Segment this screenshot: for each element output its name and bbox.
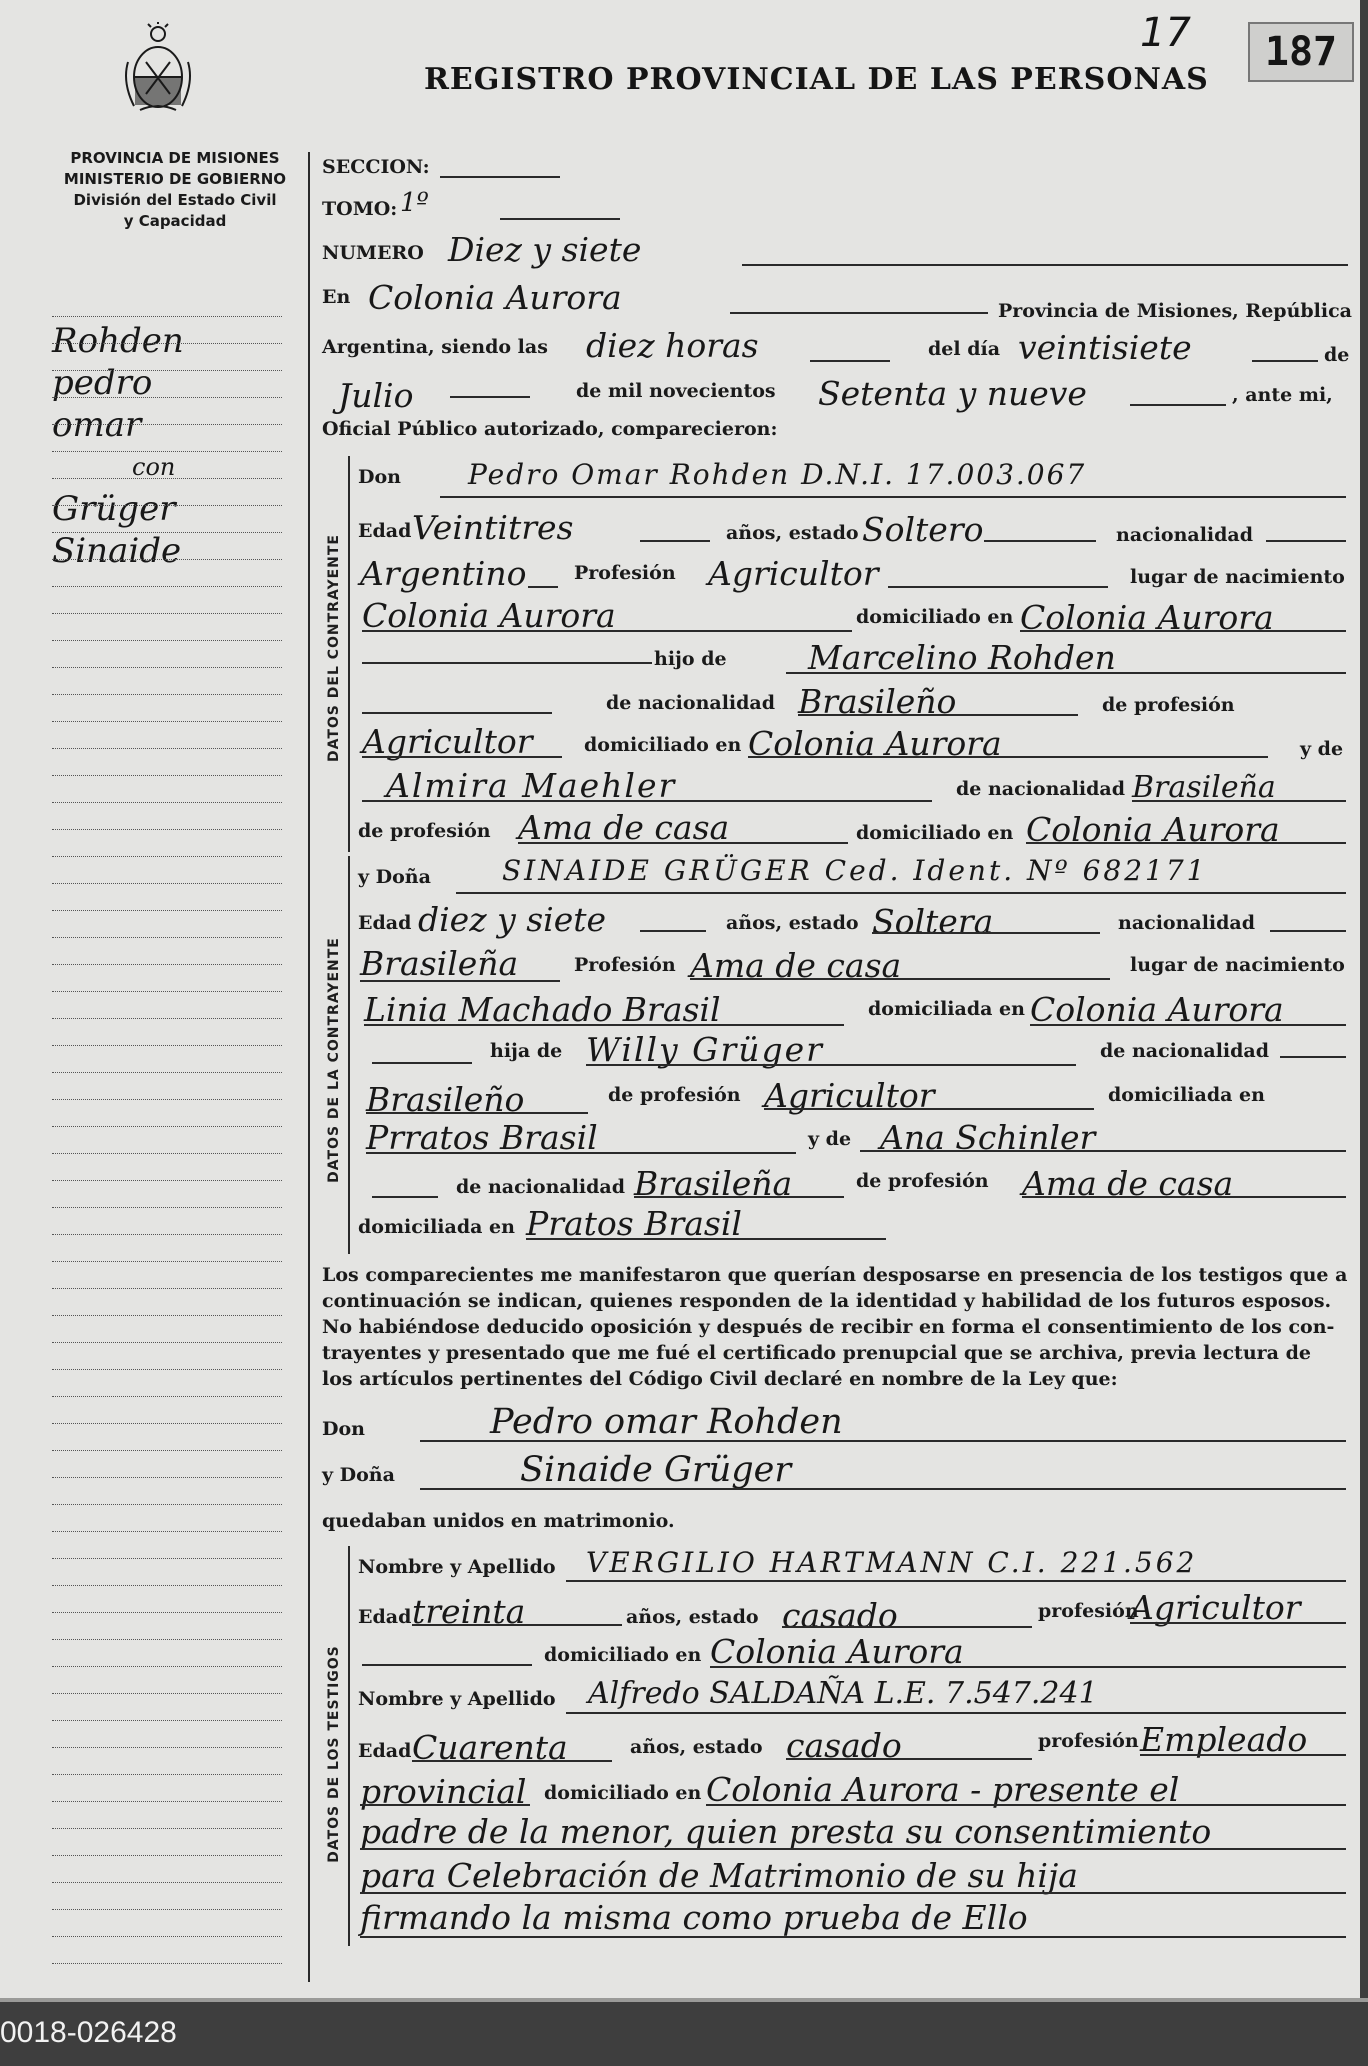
nacionalidad-f-value-line — [360, 980, 560, 982]
padre-f-nac-value: Brasileño — [366, 1080, 525, 1119]
t2-nombre-value: Alfredo SALDAÑA L.E. 7.547.241 — [588, 1676, 1098, 1711]
ministry-line: PROVINCIA DE MISIONES — [70, 149, 280, 167]
lugar-f-label: lugar de nacimiento — [1130, 954, 1345, 976]
margin-rule — [52, 1234, 282, 1235]
tomo-value: 1º — [400, 188, 429, 218]
edad-value: Veintitres — [412, 508, 574, 547]
en-value: Colonia Aurora — [368, 278, 622, 317]
nacionalidad-f-line — [1270, 930, 1346, 932]
profesion-f-line — [690, 978, 1110, 980]
nacionalidad-f-label: nacionalidad — [1118, 912, 1256, 934]
margin-rule — [52, 1396, 282, 1397]
margin-rule — [52, 1072, 282, 1073]
t1-nombre-value: VERGILIO HARTMANN C.I. 221.562 — [586, 1546, 1198, 1579]
padre-prof-value: Agricultor — [362, 722, 533, 761]
madre-prof-label: de profesión — [358, 820, 491, 842]
ministry-line: MINISTERIO DE GOBIERNO — [63, 170, 287, 188]
t2-prof-label: profesión — [1038, 1730, 1139, 1752]
margin-rule — [52, 478, 282, 479]
anios-estado-label: años, estado — [726, 522, 859, 544]
margin-rule — [52, 667, 282, 668]
de-label: de — [1324, 344, 1350, 366]
padre-f-nac-label: de nacionalidad — [1100, 1040, 1270, 1062]
padre-dom-value: Colonia Aurora — [748, 724, 1002, 763]
t1-nombre-label: Nombre y Apellido — [358, 1556, 556, 1578]
lugar-label: lugar de nacimiento — [1130, 566, 1345, 588]
decl-don-label: Don — [322, 1418, 365, 1440]
contrayente-section-label: DATOS DEL CONTRAYENTE — [326, 534, 342, 763]
madre-nac-label: de nacionalidad — [956, 778, 1126, 800]
de-profesion-label: de profesión — [1102, 694, 1235, 716]
domicilio-line — [1020, 630, 1346, 632]
t1-edad-label: Edad — [358, 1606, 412, 1628]
ministry-line: y Capacidad — [123, 212, 227, 230]
padre-nac-line — [798, 714, 1078, 716]
document-title: REGISTRO PROVINCIAL DE LAS PERSONAS — [424, 62, 1209, 97]
padre-value: Marcelino Rohden — [808, 638, 1116, 677]
estado-f-value: Soltera — [872, 902, 994, 941]
padre-f-prof-label: de profesión — [608, 1084, 741, 1106]
profesion-f-value: Ama de casa — [690, 946, 902, 985]
witness-note-rule — [360, 1936, 1346, 1938]
witness-note-line: firmando la misma como prueba de Ello — [360, 1898, 1028, 1937]
margin-rule — [52, 937, 282, 938]
ministry-line: División del Estado Civil — [73, 191, 277, 209]
del-dia-label: del día — [928, 338, 1001, 360]
nacionalidad-value: Argentino — [360, 554, 527, 593]
margin-rule — [52, 613, 282, 614]
t2-edad-line — [412, 1760, 612, 1762]
provincia-text: Provincia de Misiones, República — [998, 300, 1352, 322]
t1-prof-line — [1130, 1622, 1346, 1624]
nacionalidad-f-value: Brasileña — [360, 944, 519, 983]
t1-dom-blank-line — [362, 1664, 532, 1666]
t1-prof-value: Agricultor — [1130, 1588, 1301, 1627]
decl-dona-line — [420, 1488, 1346, 1490]
padre-line — [786, 672, 1346, 674]
margin-rule — [52, 1045, 282, 1046]
margin-rule — [52, 1909, 282, 1910]
margin-rule — [52, 1639, 282, 1640]
margin-rule — [52, 1531, 282, 1532]
t1-anios-label: años, estado — [626, 1606, 759, 1628]
edad-f-label: Edad — [358, 912, 412, 934]
margin-rule — [52, 343, 282, 344]
estado-f-line — [872, 932, 1100, 934]
t1-prof-label: profesión — [1038, 1600, 1139, 1622]
margin-note-line: con — [132, 453, 176, 481]
hija-label: hija de — [490, 1040, 563, 1062]
margin-rule — [52, 1801, 282, 1802]
seccion-line — [440, 176, 560, 178]
t2-nombre-line — [566, 1712, 1346, 1714]
t2-estado-line — [786, 1758, 1032, 1760]
y-de-f-label: y de — [808, 1128, 852, 1150]
padre-prof-line — [362, 756, 562, 758]
contrayente-f-section-label: DATOS DE LA CONTRAYENTE — [326, 937, 342, 1183]
t2-prof-value: Empleado — [1140, 1720, 1308, 1759]
margin-rule — [52, 586, 282, 587]
padre-nac-blank-line — [362, 712, 552, 714]
padre-dom-line — [748, 756, 1268, 758]
madre-f-value: Ana Schinler — [880, 1118, 1096, 1157]
madre-nac-value: Brasileña — [1132, 770, 1276, 805]
lugar-f-line — [364, 1024, 844, 1026]
en-label: En — [322, 286, 351, 308]
madre-f-nac-label: de nacionalidad — [456, 1176, 626, 1198]
margin-rule — [52, 505, 282, 506]
nacionalidad-label: nacionalidad — [1116, 524, 1254, 546]
margin-rule — [52, 1747, 282, 1748]
don-line — [440, 496, 1346, 498]
madre-prof-value: Ama de casa — [518, 808, 730, 847]
margin-rule — [52, 1423, 282, 1424]
t2-prof-cont-value: provincial — [360, 1772, 527, 1811]
margin-rule — [52, 1936, 282, 1937]
image-id-label: 0018-026428 — [0, 2016, 177, 2049]
anios-estado-f-label: años, estado — [726, 912, 859, 934]
madre-line — [362, 800, 932, 802]
margin-rule — [52, 1720, 282, 1721]
contrayente-f-bracket — [348, 856, 350, 1254]
margin-note-line: omar — [52, 405, 142, 445]
margin-rule — [52, 991, 282, 992]
quedaban-text: quedaban unidos en matrimonio. — [322, 1510, 675, 1532]
numero-label: NUMERO — [322, 242, 424, 264]
numero-value: Diez y siete — [448, 230, 642, 269]
madre-f-prof-value: Ama de casa — [1022, 1164, 1234, 1203]
nacionalidad-line — [1266, 540, 1346, 542]
dona-value: SINAIDE GRÜGER Ced. Ident. Nº 682171 — [502, 854, 1208, 887]
anio-value: Setenta y nueve — [818, 374, 1087, 413]
margin-rule — [52, 1828, 282, 1829]
t1-nombre-line — [566, 1580, 1346, 1582]
margin-rule — [52, 1099, 282, 1100]
mes-value: Julio — [338, 376, 414, 415]
hija-blank-line — [372, 1062, 472, 1064]
hijo-blank-line — [362, 662, 652, 664]
estado-line — [984, 540, 1096, 542]
declaration-line: Los comparecientes me manifestaron que querían desposarse en presencia de los testigos que a — [322, 1264, 1348, 1286]
en-line — [730, 312, 988, 314]
tomo-label: TOMO: — [322, 198, 398, 220]
t1-dom-value: Colonia Aurora — [710, 1632, 964, 1671]
margin-rule — [52, 532, 282, 533]
testigos-bracket — [348, 1546, 350, 1946]
t1-estado-value: casado — [782, 1596, 898, 1635]
decl-dona-label: y Doña — [322, 1464, 395, 1486]
profesion-line — [888, 586, 1108, 588]
seccion-label: SECCION: — [322, 156, 430, 178]
mil-label: de mil novecientos — [576, 380, 776, 402]
margin-note-line: pedro — [52, 363, 153, 403]
margin-note-line: Grüger — [52, 489, 176, 529]
lugar-f-value: Linia Machado Brasil — [364, 990, 721, 1029]
estado-value: Soltero — [862, 510, 984, 549]
ante-label: , ante mi, — [1232, 384, 1333, 406]
margin-rule — [52, 1288, 282, 1289]
y-de-label: y de — [1300, 738, 1344, 760]
edad-label: Edad — [358, 520, 412, 542]
hijo-label: hijo de — [654, 648, 727, 670]
decl-dona-value: Sinaide Grüger — [520, 1450, 792, 1490]
margin-rule — [52, 964, 282, 965]
declaration-paragraph — [322, 1262, 1346, 1392]
lugar-value: Colonia Aurora — [362, 596, 616, 635]
declaration-line: los artículos pertinentes del Código Civil declaré en nombre de la Ley que: — [322, 1368, 1118, 1390]
margin-rule — [52, 397, 282, 398]
edad-line — [640, 540, 710, 542]
margin-rule — [52, 910, 282, 911]
margin-rule — [52, 1855, 282, 1856]
argentina-text: Argentina, siendo las — [322, 336, 548, 358]
madre-f-prof-line — [1022, 1196, 1346, 1198]
margin-rule — [52, 721, 282, 722]
t2-nombre-label: Nombre y Apellido — [358, 1688, 556, 1710]
margin-rule — [52, 1207, 282, 1208]
margin-rule — [52, 1261, 282, 1262]
t2-dom-label: domiciliado en — [544, 1782, 702, 1804]
margin-divider — [308, 152, 310, 1982]
witness-note-line: para Celebración de Matrimonio de su hija — [360, 1856, 1078, 1895]
mes-line — [450, 396, 530, 398]
profesion-value: Agricultor — [708, 554, 879, 593]
margin-rule — [52, 1153, 282, 1154]
declaration-line: trayentes y presentado que me fué el certificado prenupcial que se archiva, previa lectura de — [322, 1342, 1311, 1364]
madre-dom-value: Colonia Aurora — [1026, 810, 1280, 849]
margin-rule — [52, 1963, 282, 1964]
margin-rule — [52, 883, 282, 884]
margin-rule — [52, 1315, 282, 1316]
don-value: Pedro Omar Rohden D.N.I. 17.003.067 — [468, 458, 1087, 491]
padre-f-dom-value: Prratos Brasil — [366, 1118, 598, 1157]
padre-f-prof-line — [764, 1108, 1094, 1110]
t1-dom-line — [710, 1666, 1346, 1668]
edad-f-line — [640, 930, 706, 932]
contrayente-bracket — [348, 456, 350, 852]
domicilio-value: Colonia Aurora — [1020, 598, 1274, 637]
t2-estado-value: casado — [786, 1726, 902, 1765]
dona-line — [456, 892, 1346, 894]
madre-dom-label: domiciliado en — [856, 822, 1014, 844]
margin-rule — [52, 1558, 282, 1559]
madre-f-prof-label: de profesión — [856, 1170, 989, 1192]
domicilio-f-line — [1030, 1024, 1346, 1026]
tomo-line — [500, 218, 620, 220]
padre-f-nac-trail-line — [1280, 1056, 1346, 1058]
margin-rule — [52, 370, 282, 371]
margin-rule — [52, 1504, 282, 1505]
margin-rule — [52, 559, 282, 560]
padre-f-dom-label: domiciliada en — [1108, 1084, 1265, 1106]
margin-rule — [52, 1882, 282, 1883]
hora-line — [810, 360, 890, 362]
t2-prof-line — [1140, 1754, 1346, 1756]
don-label: Don — [358, 466, 401, 488]
margin-rule — [52, 775, 282, 776]
oficial-text: Oficial Público autorizado, comparecieron: — [322, 418, 778, 440]
margin-rule — [52, 1369, 282, 1370]
nacionalidad-value-line — [528, 586, 558, 588]
padre-f-line — [586, 1064, 1076, 1066]
madre-value: Almira Maehler — [386, 766, 677, 805]
domiciliada-label: domiciliada en — [868, 998, 1025, 1020]
margin-rule — [52, 1477, 282, 1478]
dona-label: y Doña — [358, 866, 431, 888]
t1-estado-line — [782, 1626, 1032, 1628]
margin-rule — [52, 829, 282, 830]
t1-dom-label: domiciliado en — [544, 1644, 702, 1666]
dia-line — [1252, 360, 1318, 362]
lugar-line — [362, 630, 852, 632]
margin-rule — [52, 1018, 282, 1019]
madre-prof-line — [518, 842, 848, 844]
margin-rule — [52, 316, 282, 317]
padre-f-nac-line — [366, 1112, 588, 1114]
decl-don-value: Pedro omar Rohden — [490, 1402, 843, 1442]
coat-of-arms-emblem — [118, 22, 198, 114]
decl-don-line — [420, 1440, 1346, 1442]
t2-dom-line — [706, 1804, 1346, 1806]
t2-anios-label: años, estado — [630, 1736, 763, 1758]
margin-rule — [52, 694, 282, 695]
margin-rule — [52, 451, 282, 452]
madre-f-nac-value: Brasileña — [634, 1164, 793, 1203]
t2-dom-value: Colonia Aurora - presente el — [706, 1770, 1180, 1809]
margin-rule — [52, 1585, 282, 1586]
margin-rule — [52, 856, 282, 857]
madre-dom-line — [1026, 842, 1346, 844]
madre-f-dom-line — [526, 1238, 886, 1240]
anio-line — [1130, 404, 1226, 406]
numero-line — [742, 264, 1348, 266]
scan-edge-strip — [0, 1998, 1368, 2002]
margin-rule — [52, 1342, 282, 1343]
margin-rule — [52, 748, 282, 749]
margin-rule — [52, 640, 282, 641]
witness-note-rule — [360, 1892, 1346, 1894]
margin-note-line: Rohden — [52, 321, 184, 361]
margin-rule — [52, 1774, 282, 1775]
witness-note-line: padre de la menor, quien presta su consentimiento — [360, 1812, 1212, 1851]
margin-note-line: Sinaide — [52, 531, 182, 571]
madre-f-dom-value: Pratos Brasil — [526, 1204, 742, 1243]
declaration-line: continuación se indican, quienes responden de la identidad y habilidad de los futuros esposos. — [322, 1290, 1332, 1312]
margin-rule — [52, 1450, 282, 1451]
profesion-f-label: Profesión — [574, 954, 676, 976]
de-nacionalidad-label: de nacionalidad — [606, 692, 776, 714]
dia-value: veintisiete — [1018, 328, 1192, 367]
t2-prof-cont-line — [360, 1804, 530, 1806]
domiciliado-label: domiciliado en — [856, 606, 1014, 628]
t1-edad-value: treinta — [412, 1592, 526, 1631]
madre-f-line — [860, 1150, 1346, 1152]
margin-rule — [52, 802, 282, 803]
margin-rule — [52, 424, 282, 425]
margin-rule — [52, 1180, 282, 1181]
madre-f-dom-label: domiciliada en — [358, 1216, 515, 1238]
padre-nac-value: Brasileño — [798, 682, 957, 721]
margin-rule — [52, 1666, 282, 1667]
testigos-section-label: DATOS DE LOS TESTIGOS — [326, 1645, 342, 1863]
profesion-label: Profesión — [574, 562, 676, 584]
t1-edad-line — [412, 1624, 622, 1626]
madre-f-nac-blank-line — [372, 1196, 438, 1198]
madre-f-nac-line — [634, 1196, 844, 1198]
madre-nac-line — [1132, 800, 1346, 802]
handwritten-page-number: 17 — [1140, 10, 1191, 56]
padre-f-value: Willy Grüger — [586, 1030, 824, 1069]
margin-rule — [52, 1126, 282, 1127]
margin-note — [52, 320, 292, 572]
declaration-line: No habiéndose deducido oposición y después de recibir en forma el consentimiento de los con- — [322, 1316, 1335, 1338]
padre-f-dom-line — [366, 1152, 796, 1154]
witness-note-rule — [360, 1848, 1346, 1850]
t2-edad-value: Cuarenta — [412, 1728, 568, 1767]
hora-value: diez horas — [586, 326, 759, 365]
margin-rule — [52, 1693, 282, 1694]
margin-rule — [52, 1612, 282, 1613]
t2-edad-label: Edad — [358, 1740, 412, 1762]
domicilio-f-value: Colonia Aurora — [1030, 990, 1284, 1029]
ministry-block — [44, 148, 306, 232]
folio-number-text: 187 — [1264, 29, 1338, 75]
padre-dom-label: domiciliado en — [584, 734, 742, 756]
stamped-folio-number — [1248, 22, 1354, 82]
padre-f-prof-value: Agricultor — [764, 1076, 935, 1115]
edad-f-value: diez y siete — [418, 900, 607, 939]
